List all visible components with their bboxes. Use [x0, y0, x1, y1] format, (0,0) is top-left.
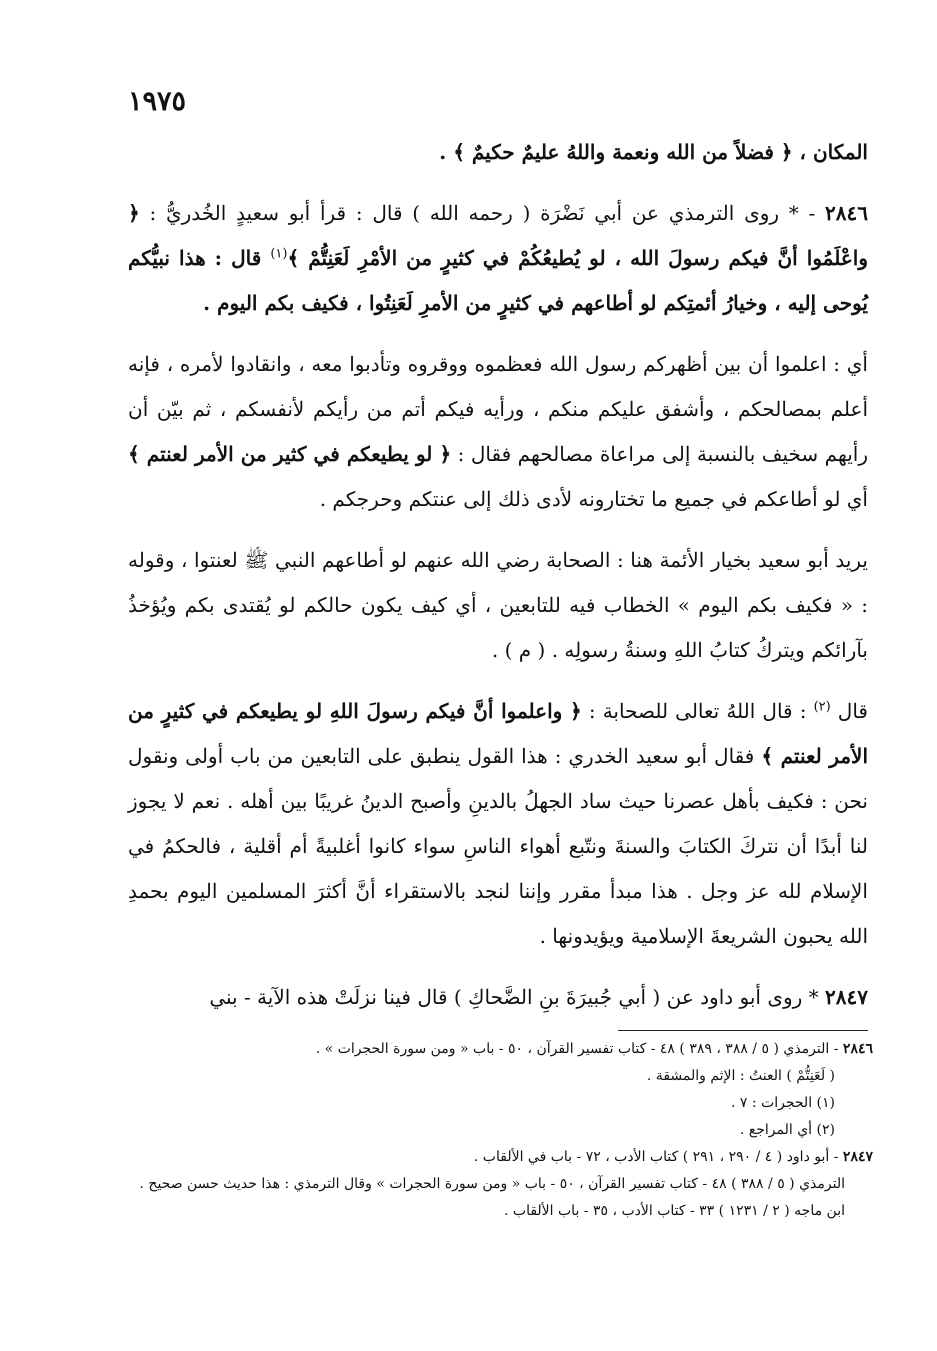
main-text — [128, 130, 868, 1036]
hadith-text: - * روى الترمذي عن أبي نَضْرَة ( رحمه الله ) قال : قرأ أبو سعيدٍ الخُدريُّ : — [139, 201, 826, 225]
footnote-ref: (٢) — [813, 699, 831, 715]
page-number: ١٩٧٥ — [128, 86, 187, 117]
hadith-number: ٢٨٤٦ — [825, 201, 868, 225]
footnote-text: - أبو داود ( ٤ / ٢٩٠ ، ٢٩١ ) كتاب الأدب ، ٧٢ - باب في الألقاب . — [473, 1149, 843, 1165]
quran-quote: ﴿ واعْلَمُوا أنَّ فيكم رسولَ الله ، لو يُطيعُكُمْ في كثيرٍ من الأمْرِ لَعَنِتُّمْ ﴾ — [128, 201, 868, 270]
footnote-ref: (١) — [270, 246, 288, 262]
footnote-text: - الترمذي ( ٥ / ٣٨٨ ، ٣٨٩ ) ٤٨ - كتاب تفسير القرآن ، ٥٠ - باب « ومن سورة الحجرات » . — [315, 1041, 843, 1057]
footnote: (١) الحجرات : ٧ . — [731, 1095, 835, 1111]
commentary-paragraph — [128, 689, 868, 959]
commentary-text: فقال أبو سعيد الخدري : هذا القول ينطبق على التابعين من باب أولى ونقول نحن : فكيف بأهل عصرنا حيث ساد الجهلُ بالدينِ وأصبح الدينُ غريبًا بين أهله . نعم لا يجوز لنا أبدًا أن نتركَ الكتابَ والسنةَ ونتّبع أهواء الناسِ سواء كانوا أغلبيةً أم أقلية ، فالحكمُ في الإسلام لله عز وجل . هذا مبدأ مقرر وإننا لنجد بالاستقراء أنَّ أكثرَ المسلمين اليوم بحمدِ الله يحبون الشريعةَ الإسلامية ويؤيدونها . — [128, 744, 869, 948]
commentary-paragraph — [128, 342, 868, 522]
commentary-text: قال — [830, 699, 868, 723]
commentary-text: : قال اللهُ تعالى للصحابة : — [581, 699, 814, 723]
footnote: الترمذي ( ٥ / ٣٨٨ ) ٤٨ - كتاب تفسير القرآن ، ٥٠ - باب « ومن سورة الحجرات » وقال الترمذي : هذا حديث حسن صحيح . — [139, 1176, 845, 1192]
footnote — [128, 1036, 873, 1063]
hadith-2847 — [128, 975, 868, 1020]
footnote: (٢) أي المراجع . — [739, 1122, 835, 1138]
hadith-number: ٢٨٤٧ — [825, 985, 868, 1009]
commentary-text: أي : اعلموا أن بين أظهركم رسول الله فعظموه ووقروه وتأدبوا معه ، وانقادوا لأمره ، فإنه أعلم بمصالحكم ، وأشفق عليكم منكم ، ورأيه فيكم أتم من رأيكم لأنفسكم ، ثم بيّن أن رأيهم سخيف بالنسبة إلى مراعاة مصالحهم فقال : — [128, 352, 868, 466]
hadith-2846 — [128, 191, 868, 326]
paragraph-continuation — [128, 130, 868, 175]
commentary-text: أي لو أطاعكم في جميع ما تختارونه لأدى ذلك إلى عنتكم وحرجكم . — [319, 487, 868, 511]
footnote: ( لَعَنِتُّمْ ) العنتُ : الإثم والمشقة . — [646, 1068, 835, 1084]
footnote: ابن ماجه ( ٢ / ١٢٣١ ) ٣٣ - كتاب الأدب ، ٣٥ - باب الألقاب . — [503, 1203, 845, 1219]
hadith-text: * روى أبو داود عن ( أبي جُبيرَةَ بنِ الضَّحاكِ ) قال فينا نزلَتْ هذه الآية - بني — [209, 985, 826, 1009]
quran-quote: ﴿ واعلموا أنَّ فيكم رسولَ اللهِ لو يطيعكم في كثيرٍ من الأمر لعنتم ﴾ — [128, 699, 868, 768]
footnote-number: ٢٨٤٦ — [842, 1041, 873, 1057]
footnote-number: ٢٨٤٧ — [842, 1149, 873, 1165]
quran-quote: ﴿ لو يطيعكم في كثير من الأمر لعنتم ﴾ — [128, 442, 452, 466]
footnotes — [128, 1036, 873, 1225]
footnote-divider — [618, 1030, 868, 1031]
hadith-text: قال : هذا نبيُّكم يُوحى إليه ، وخيارُ أئمتِكم لو أطاعهم في كثيرٍ من الأمرِ لَعَنِتُوا ، فكيف بكم اليوم . — [128, 246, 868, 315]
commentary-paragraph: يريد أبو سعيد بخيار الأئمة هنا : الصحابة رضي الله عنهم لو أطاعهم النبي ﷺ لعنتوا ، وقوله : « فكيف بكم اليوم » الخطاب فيه للتابعين ، أي كيف يكون حالكم لو يُقتدى بكم ويُؤخذُ بآرائكم ويتركُ كتابُ اللهِ وسنةُ رسولِه . ( م ) . — [128, 548, 868, 662]
paragraph-text: المكان ، ﴿ فضلاً من الله ونعمة واللهُ عليمٌ حكيمٌ ﴾ . — [439, 140, 868, 164]
footnote — [128, 1144, 873, 1171]
